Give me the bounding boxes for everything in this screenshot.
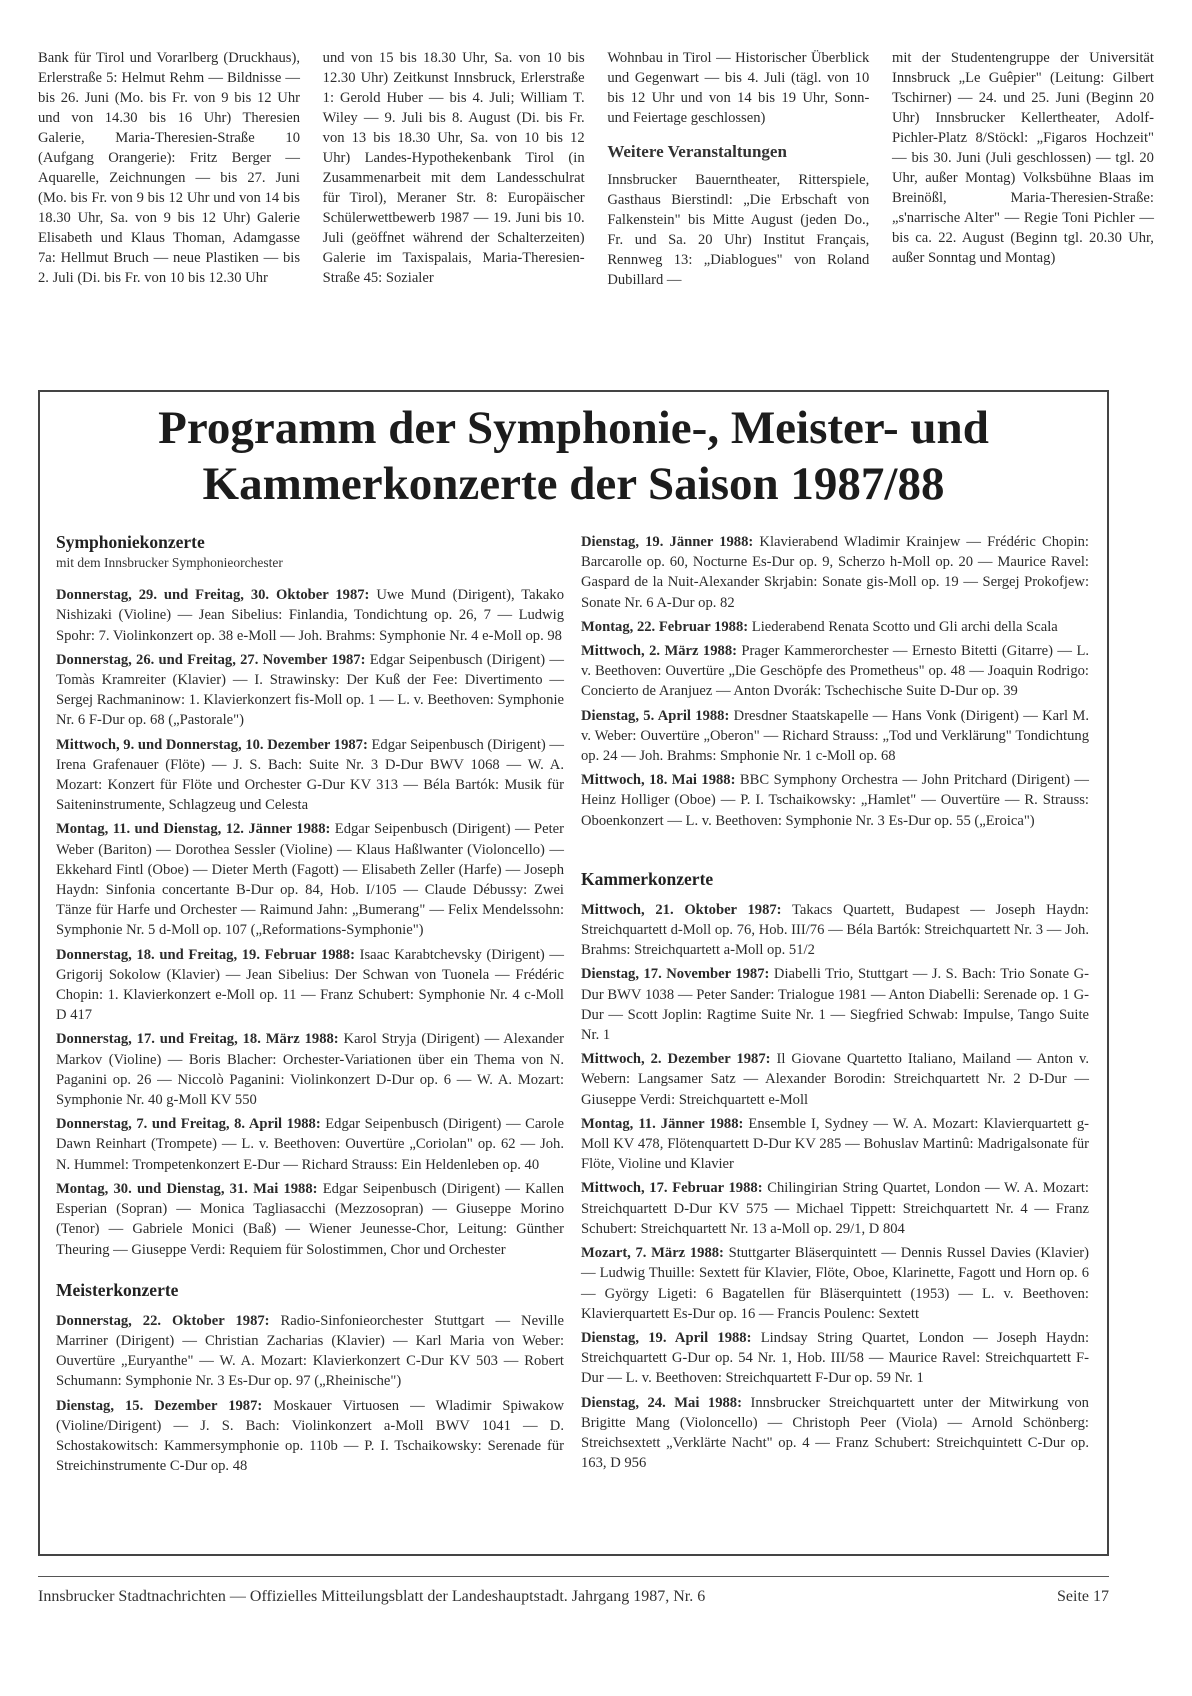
meister-list-right bbox=[581, 532, 1089, 831]
top-column-4 bbox=[892, 48, 1154, 290]
concert-entry bbox=[581, 706, 1089, 767]
top-column-2-text: und von 15 bis 18.30 Uhr, Sa. von 10 bis 12.30 Uhr) Zeitkunst Innsbruck, Erlerstraße 1: Gerold Huber — bis 4. Juli; William T. Wiley — 9. Juli bis 8. August (Di. bis Fr. von 13 bis 18.30 Uhr, Sa. von 10 bis 12 Uhr) Landes-Hypothekenbank Tirol (in Zusammenarbeit mit dem Landesschulrat für Tirol), Meraner Str. 8: Europäischer Schülerwettbewerb 1987 — 19. Juni bis 10. Juli (geöffnet während der Schalterzeiten) Galerie im Taxispalais, Maria-Theresien-Straße 45: Sozialer bbox=[322, 50, 585, 286]
program-title bbox=[40, 400, 1107, 512]
program-title-line-1: Programm der Symphonie-, Meister- und bbox=[158, 402, 989, 454]
concert-entry bbox=[581, 1328, 1089, 1389]
kammer-heading: Kammerkonzerte bbox=[581, 868, 714, 889]
concert-entry bbox=[581, 900, 1089, 961]
meister-list-left bbox=[56, 1311, 564, 1477]
program-columns bbox=[56, 532, 1089, 1480]
concert-program: Edgar Seipenbusch (Dirigent) — Tomàs Kramreiter (Klavier) — I. Strawinsky: Der Kuß der Fee: Divertimento — Sergej Rachmaninow: 1. Klavierkonzert fis-Moll op. 1 — L. v. Beethoven: Symphonie Nr. 6 F-Dur op. 68 („Pastorale") bbox=[56, 651, 564, 729]
symphonie-heading: Symphoniekonzerte bbox=[56, 532, 205, 552]
concert-program: Chilingirian String Quartet, London — W. A. Mozart: Streichquartett D-Dur KV 575 — Michael Tippett: Streichquartett Nr. 4 — Franz Schubert: Streichquartett Nr. 13 a-Moll op. 29/1, D 804 bbox=[581, 1180, 1089, 1237]
concert-program: Isaac Karabtchevsky (Dirigent) — Grigorij Sokolow (Klavier) — Jean Sibelius: Der Schwan von Tuonela — Frédéric Chopin: 1. Klavierkonzert e-Moll op. 11 — Franz Schubert: Symphonie Nr. 4 c-Moll D 417 bbox=[56, 946, 564, 1024]
concert-date: Donnerstag, 7. und Freitag, 8. April 1988: bbox=[56, 1116, 321, 1133]
concert-entry bbox=[56, 1311, 564, 1392]
concert-program: Uwe Mund (Dirigent), Takako Nishizaki (Violine) — Jean Sibelius: Finlandia, Tondichtung op. 26, 7 — Ludwig Spohr: 7. Violinkonzert op. 38 e-Moll — Joh. Brahms: Symphonie Nr. 4 e-Moll op. 98 bbox=[56, 587, 564, 644]
concert-program: Edgar Seipenbusch (Dirigent) — Carole Dawn Reinhart (Trompete) — L. v. Beethoven: Ouvertüre „Coriolan" op. 62 — Joh. N. Hummel: Trompetenkonzert E-Dur — Richard Strauss: Ein Heldenleben op. 40 bbox=[56, 1116, 565, 1173]
concert-program: Dresdner Staatskapelle — Hans Vonk (Dirigent) — Karl M. v. Weber: Ouvertüre „Oberon" — Richard Strauss: „Tod und Verklärung" Tondichtung op. 24 — Joh. Brahms: Smphonie Nr. 1 c-Moll op. 68 bbox=[581, 707, 1089, 765]
concert-date: Dienstag, 19. Jänner 1988: bbox=[581, 534, 754, 550]
concert-entry bbox=[56, 735, 564, 816]
program-right-column bbox=[581, 532, 1089, 1480]
concert-program: Klavierabend Wladimir Krainjew — Frédéric Chopin: Barcarolle op. 60, Nocturne Es-Dur op. 9, Scherzo h-Moll op. 20 — Maurice Ravel: Gaspard de la Nuit-Alexander Skrjabin: Sonate gis-Moll op. 19 — Sergej Prokofjew: Sonate Nr. 6 A-Dur op. 82 bbox=[581, 534, 1089, 611]
concert-entry bbox=[581, 617, 1089, 637]
concert-program: Moskauer Virtuosen — Wladimir Spiwakow (Violine/Dirigent) — J. S. Bach: Violinkonzert a-Moll BWV 1041 — D. Schostakowitsch: Kammersymphonie op. 110b — P. I. Tschaikowsky: Serenade für Streichinstrumente C-Dur op. 48 bbox=[56, 1397, 565, 1475]
concert-entry bbox=[581, 1178, 1089, 1239]
kammer-list bbox=[581, 900, 1089, 1473]
concert-entry bbox=[56, 819, 564, 940]
footer-page-number: Seite 17 bbox=[1057, 1588, 1109, 1605]
concert-entry bbox=[581, 1049, 1089, 1110]
concert-date: Donnerstag, 17. und Freitag, 18. März 1988: bbox=[56, 1031, 339, 1048]
program-title-line-2: Kammerkonzerte der Saison 1987/88 bbox=[202, 458, 945, 510]
concert-entry bbox=[56, 945, 564, 1026]
concert-program: Takacs Quartett, Budapest — Joseph Haydn: Streichquartett d-Moll op. 76, Hob. III/76 — Béla Bartók: Streichquartett Nr. 3 — Joh. Brahms: Streichquartett a-Moll op. 51/2 bbox=[581, 901, 1089, 959]
concert-program: Il Giovane Quartetto Italiano, Mailand — Anton v. Webern: Langsamer Satz — Alexander Borodin: Streichquartett Nr. 2 D-Dur — Giuseppe Verdi: Streichquartett e-Moll bbox=[581, 1051, 1089, 1108]
concert-date: Donnerstag, 18. und Freitag, 19. Februar 1988: bbox=[56, 946, 355, 963]
concert-entry bbox=[581, 1393, 1089, 1474]
concert-program: Edgar Seipenbusch (Dirigent) — Peter Weber (Bariton) — Dorothea Sessler (Violine) — Klaus Haßlwanter (Violoncello) — Ekkehard Fintl (Oboe) — Dieter Merth (Fagott) — Elisabeth Zeller (Harfe) — Joseph Haydn: Sinfonia concertante B-Dur op. 84, Hob. I/105 — Claude Débussy: Zwei Tänze für Harfe und Orchester — Raimund Jahn: „Bumerang" — Felix Mendelssohn: Symphonie Nr. 5 d-Moll op. 107 („Reformations-Symphonie") bbox=[56, 821, 564, 939]
top-column-1 bbox=[38, 48, 300, 290]
concert-date: Montag, 22. Februar 1988: bbox=[581, 618, 749, 635]
concert-date: Montag, 30. und Dienstag, 31. Mai 1988: bbox=[56, 1180, 318, 1197]
concert-program: Ensemble I, Sydney — W. A. Mozart: Klavierquartett g-Moll KV 478, Flötenquartett D-Dur KV 285 — Bohuslav Martinû: Madrigalsonate für Flöte, Violine und Klavier bbox=[581, 1115, 1089, 1173]
concert-date: Dienstag, 19. April 1988: bbox=[581, 1329, 752, 1346]
concert-program: Liederabend Renata Scotto und Gli archi della Scala bbox=[748, 618, 1058, 635]
concert-program: Edgar Seipenbusch (Dirigent) — Irena Grafenauer (Flöte) — J. S. Bach: Suite Nr. 3 D-Dur BWV 1068 — W. A. Mozart: Konzert für Flöte und Orchester G-Dur KV 313 — Béla Bartók: Musik für Saiteninstrumente, Schlagzeug und Celesta bbox=[56, 736, 564, 814]
concert-entry bbox=[56, 1396, 564, 1477]
concert-date: Donnerstag, 29. und Freitag, 30. Oktober 1987: bbox=[56, 587, 370, 604]
concert-date: Dienstag, 15. Dezember 1987: bbox=[56, 1397, 263, 1414]
concert-program: Edgar Seipenbusch (Dirigent) — Kallen Esperian (Sopran) — Monica Tagliasacchi (Mezzosopran) — Giuseppe Morino (Tenor) — Gabriele Monici (Baß) — Wiener Jeunesse-Chor, Leitung: Günther Theuring — Giuseppe Verdi: Requiem für Solostimmen, Chor und Orchester bbox=[56, 1180, 565, 1258]
concert-date: Montag, 11. und Dienstag, 12. Jänner 1988: bbox=[56, 821, 331, 838]
concert-date: Donnerstag, 22. Oktober 1987: bbox=[56, 1312, 270, 1329]
concert-entry bbox=[56, 585, 564, 646]
concert-date: Mittwoch, 9. und Donnerstag, 10. Dezember 1987: bbox=[56, 736, 368, 753]
top-column-4-text: mit der Studentengruppe der Universität Innsbruck „Le Guêpier" (Leitung: Gilbert Tschirner) — 24. und 25. Juni (Beginn 20 Uhr) Innsbrucker Kellertheater, Adolf-Pichler-Platz 8/Stöckl: „Figaros Hochzeit" — bis 30. Juni (Juli geschlossen) — tgl. 20 Uhr, außer Montag) Volksbühne Blaas im Breinößl, Maria-Theresien-Straße: „s'narrische Alter" — Regie Toni Pichler — bis ca. 22. August (Beginn tgl. 20.30 Uhr, außer Sonntag und Montag) bbox=[891, 50, 1154, 266]
concert-date: Mittwoch, 18. Mai 1988: bbox=[581, 772, 736, 789]
footer-rule bbox=[38, 1576, 1109, 1577]
concert-entry bbox=[581, 770, 1089, 831]
program-box bbox=[38, 390, 1109, 1556]
concert-program: Stuttgarter Bläserquintett — Dennis Russel Davies (Klavier) — Ludwig Thuille: Sextett für Klavier, Flöte, Oboe, Klarinette, Fagott und Horn op. 6 — György Ligeti: 6 Bagatellen für Bläserquintett (1953) — L. v. Beethoven: Klavierquartett Es-Dur op. 16 — Francis Poulenc: Sextett bbox=[581, 1245, 1090, 1322]
footer-publication: Innsbrucker Stadtnachrichten — Offizielles Mitteilungsblatt der Landeshauptstadt. Jahrgang 1987, Nr. 6 bbox=[38, 1588, 706, 1605]
concert-date: Dienstag, 17. November 1987: bbox=[581, 966, 770, 983]
concert-program: Karol Stryja (Dirigent) — Alexander Markov (Violine) — Boris Blacher: Orchester-Variationen über ein Thema von N. Paganini op. 26 — Niccolò Paganini: Violinkonzert D-Dur op. 6 — W. A. Mozart: Symphonie Nr. 40 g-Moll KV 550 bbox=[56, 1031, 564, 1109]
concert-date: Donnerstag, 26. und Freitag, 27. November 1987: bbox=[56, 651, 366, 668]
concert-entry bbox=[581, 964, 1089, 1045]
concert-entry bbox=[56, 650, 564, 731]
concert-program: Innsbrucker Streichquartett unter der Mitwirkung von Brigitte Mang (Violoncello) — Christoph Peer (Viola) — Arnold Schönberg: Streichsextett „Verklärte Nacht" op. 4 — Franz Schubert: Streichquintett C-Dur op. 163, D 956 bbox=[581, 1394, 1089, 1472]
concert-entry bbox=[56, 1114, 564, 1175]
concert-date: Mozart, 7. März 1988: bbox=[581, 1245, 724, 1262]
top-columns bbox=[38, 48, 1154, 290]
symphonie-subheading: mit dem Innsbrucker Symphonieorchester bbox=[56, 555, 283, 570]
concert-entry bbox=[581, 1243, 1089, 1324]
concert-program: Radio-Sinfonieorchester Stuttgart — Neville Marriner (Dirigent) — Christian Zacharias (Klavier) — Karl Maria von Weber: Ouvertüre „Euryanthe" — W. A. Mozart: Klavierkonzert C-Dur KV 503 — Robert Schumann: Symphonie Nr. 3 Es-Dur op. 97 („Rheinische") bbox=[56, 1312, 564, 1390]
concert-date: Mittwoch, 2. Dezember 1987: bbox=[581, 1051, 771, 1068]
concert-date: Dienstag, 24. Mai 1988: bbox=[581, 1394, 742, 1411]
concert-entry bbox=[581, 532, 1089, 613]
concert-date: Mittwoch, 2. März 1988: bbox=[581, 643, 737, 660]
meister-heading: Meisterkonzerte bbox=[56, 1279, 179, 1300]
concert-date: Dienstag, 5. April 1988: bbox=[581, 707, 730, 724]
concert-program: BBC Symphony Orchestra — John Pritchard (Dirigent) — Heinz Holliger (Oboe) — P. I. Tschaikowsky: „Hamlet" — Ouvertüre — R. Strauss: Oboenkonzert — L. v. Beethoven: Symphonie Nr. 3 Es-Dur op. 55 („Eroica") bbox=[581, 772, 1089, 829]
concert-program: Diabelli Trio, Stuttgart — J. S. Bach: Trio Sonate G-Dur BWV 1038 — Peter Sander: Trialogue 1981 — Anton Diabelli: Serenade op. 1 G-Dur — Scott Joplin: Ragtime Suite Nr. 1 — Siegfried Schwab: Impulse, Tango Suite Nr. 1 bbox=[581, 966, 1090, 1044]
top-column-3-text-a: Wohnbau in Tirol — Historischer Überblick und Gegenwart — bis 4. Juli (tägl. von 10 bis 12 Uhr und von 14 bis 19 Uhr, Sonn- und Feiertage geschlossen) bbox=[607, 50, 870, 126]
concert-entry bbox=[56, 1179, 564, 1260]
program-left-column bbox=[56, 532, 564, 1480]
top-column-3 bbox=[607, 48, 869, 290]
concert-entry bbox=[581, 1114, 1089, 1175]
top-column-3-text-b: Innsbrucker Bauerntheater, Ritterspiele, Gasthaus Bierstindl: „Die Erbschaft von Falkenstein" bis Mitte August (jeden Do., Fr. und Sa. 20 Uhr) Institut Français, Rennweg 13: „Diablogues" von Roland Dubillard — bbox=[607, 172, 870, 288]
concert-entry bbox=[56, 1029, 564, 1110]
concert-date: Montag, 11. Jänner 1988: bbox=[581, 1115, 744, 1132]
concert-entry bbox=[581, 641, 1089, 702]
concert-date: Mittwoch, 21. Oktober 1987: bbox=[581, 901, 782, 918]
concert-date: Mittwoch, 17. Februar 1988: bbox=[581, 1180, 763, 1197]
concert-program: Prager Kammerorchester — Ernesto Bitetti (Gitarre) — L. v. Beethoven: Ouvertüre „Die Geschöpfe des Prometheus" op. 48 — Joaquin Rodrigo: Concierto de Aranjuez — Anton Dvorák: Tschechische Suite D-Dur op. 39 bbox=[581, 643, 1090, 700]
section-heading-weitere: Weitere Veranstaltungen bbox=[607, 142, 787, 161]
symphonie-list bbox=[56, 585, 564, 1260]
top-column-2 bbox=[323, 48, 585, 290]
footer bbox=[38, 1588, 1109, 1606]
concert-program: Lindsay String Quartet, London — Joseph Haydn: Streichquartett G-Dur op. 54 Nr. 1, Hob. III/58 — Maurice Ravel: Streichquartett F-Dur — L. v. Beethoven: Streichquartett F-Dur op. 59 Nr. 1 bbox=[581, 1329, 1089, 1387]
top-column-1-text: Bank für Tirol und Vorarlberg (Druckhaus), Erlerstraße 5: Helmut Rehm — Bildnisse — bis 26. Juni (Mo. bis Fr. von 9 bis 12 Uhr und von 14.30 bis 16 Uhr) Theresien Galerie, Maria-Theresien-Straße 10 (Aufgang Orangerie): Fritz Berger — Aquarelle, Zeichnungen — bis 27. Juni (Mo. bis Fr. von 9 bis 12 Uhr und von 14 bis 18.30 Uhr, Sa. von 9 bis 12 Uhr) Galerie Elisabeth und Klaus Thoman, Adamgasse 7a: Hellmut Bruch — neue Plastiken — bis 2. Juli (Di. bis Fr. von 10 bis 12.30 Uhr bbox=[38, 50, 300, 286]
